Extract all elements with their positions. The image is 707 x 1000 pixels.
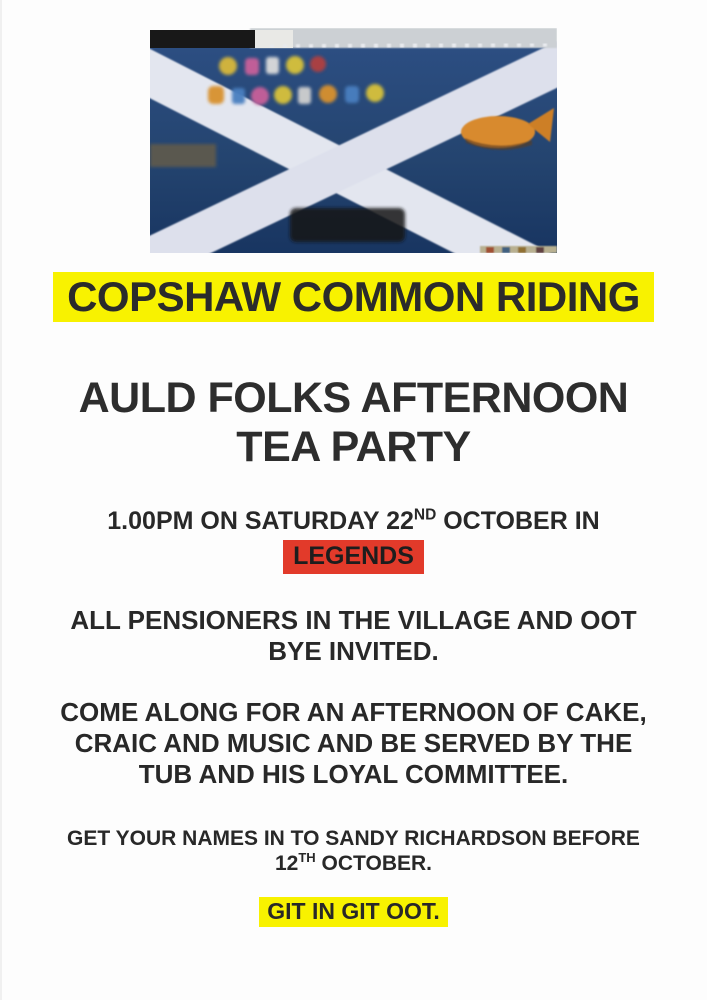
event-title-line2: TEA PARTY	[236, 423, 471, 471]
invitation-line1: ALL PENSIONERS IN THE VILLAGE AND OOT	[70, 605, 637, 635]
rsvp-date-ordinal: TH	[298, 850, 316, 865]
description-line3: TUB AND HIS LOYAL COMMITTEE.	[138, 759, 569, 789]
datetime-text: 1.00PM ON SATURDAY 22	[107, 507, 414, 535]
invitation-line2: BYE INVITED.	[268, 636, 439, 666]
rsvp-date: 12	[274, 852, 299, 875]
saltire-flag-image	[150, 28, 557, 253]
description-line2: CRAIC AND MUSIC AND BE SERVED BY THE	[74, 728, 633, 758]
event-title	[0, 374, 707, 472]
venue-name: LEGENDS	[293, 542, 414, 570]
event-venue-row	[0, 540, 707, 574]
dark-patch-left	[150, 144, 216, 167]
footer-highlight	[259, 897, 448, 927]
dark-bar	[150, 30, 255, 48]
footer-row	[0, 897, 707, 927]
event-datetime	[0, 505, 707, 537]
rsvp-line1: GET YOUR NAMES IN TO SANDY RICHARDSON BEFORE	[67, 827, 640, 850]
invitation-paragraph	[0, 605, 707, 667]
description-paragraph	[0, 697, 707, 790]
venue-highlight	[283, 540, 424, 574]
rsvp-line2	[0, 851, 707, 876]
dark-patch-bottom	[290, 208, 405, 242]
main-heading-highlight	[53, 272, 654, 322]
flag-photo	[150, 28, 557, 253]
rsvp-date-suffix: OCTOBER.	[315, 852, 432, 875]
rsvp-paragraph	[0, 826, 707, 876]
footer-slogan: GIT IN GIT OOT.	[267, 898, 440, 924]
description-line1: COME ALONG FOR AN AFTERNOON OF CAKE,	[60, 697, 647, 727]
date-ordinal: ND	[413, 506, 437, 524]
main-heading: COPSHAW COMMON RIDING	[67, 273, 640, 320]
heading-row	[0, 272, 707, 322]
colour-strip	[480, 246, 557, 253]
event-title-line1: AULD FOLKS AFTERNOON	[78, 374, 629, 422]
datetime-suffix: OCTOBER IN	[436, 507, 600, 535]
